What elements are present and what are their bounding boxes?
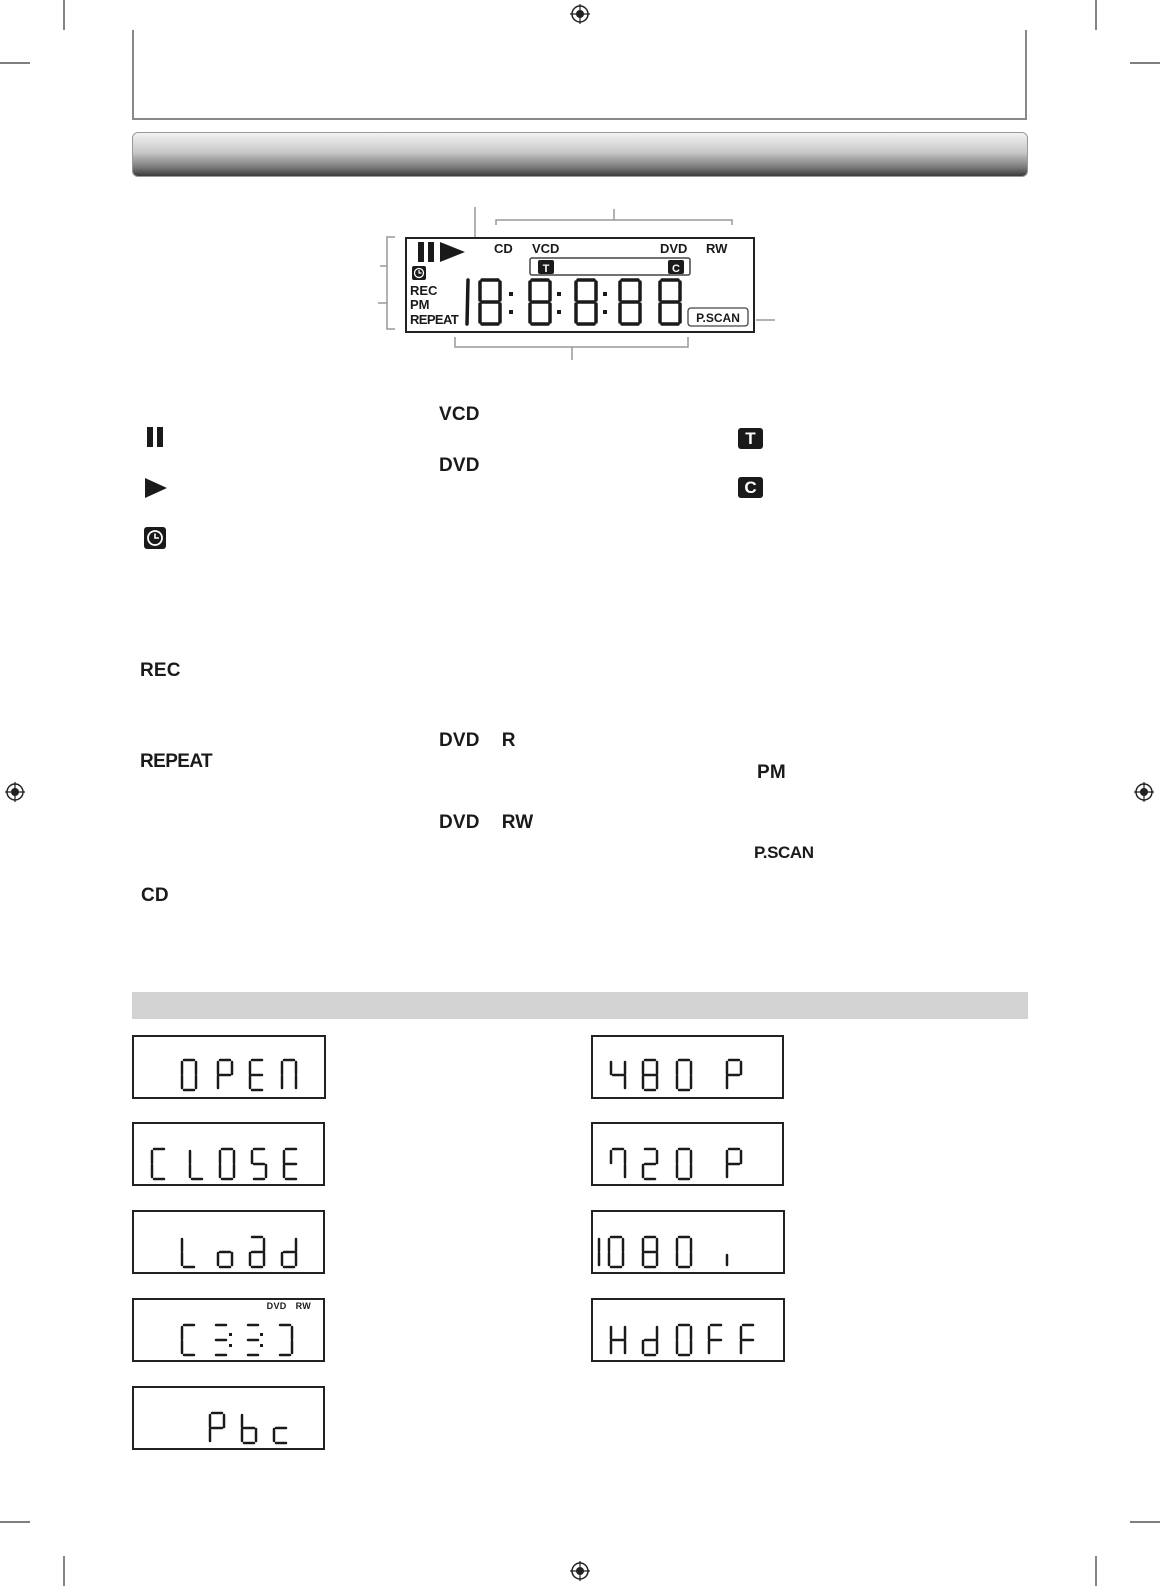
title-mark-icon: T bbox=[738, 428, 763, 449]
legend-dvd-rw: DVD RW bbox=[439, 812, 534, 833]
message-panel-open bbox=[132, 1035, 326, 1099]
svg-text:DVD: DVD bbox=[660, 241, 688, 256]
panel-disc-labels: DVD RW bbox=[266, 1301, 311, 1311]
message-panel-format bbox=[132, 1298, 325, 1362]
chapter-mark-icon: C bbox=[738, 477, 763, 498]
front-panel-display-diagram bbox=[370, 200, 790, 370]
registration-mark-top bbox=[570, 4, 590, 24]
close-segment-text bbox=[134, 1124, 324, 1184]
svg-text:C: C bbox=[672, 263, 680, 275]
480p-segment-text bbox=[593, 1037, 783, 1097]
message-panel-480p bbox=[591, 1035, 784, 1099]
open-segment-text bbox=[134, 1037, 324, 1097]
registration-mark-right bbox=[1134, 782, 1154, 802]
legend-dvd: DVD bbox=[439, 455, 480, 476]
svg-text:REPEAT: REPEAT bbox=[410, 312, 459, 327]
pbc-segment-text bbox=[134, 1388, 324, 1448]
svg-text:P.SCAN: P.SCAN bbox=[696, 311, 740, 325]
svg-text:CD: CD bbox=[494, 241, 513, 256]
svg-text:RW: RW bbox=[706, 241, 728, 256]
legend-repeat: REPEAT bbox=[140, 751, 213, 772]
messages-section-bar bbox=[132, 992, 1028, 1019]
message-panel-close bbox=[132, 1122, 325, 1186]
legend-cd: CD bbox=[141, 885, 169, 906]
legend-rec: REC bbox=[140, 660, 181, 681]
1080i-segment-text bbox=[593, 1212, 783, 1272]
720p-segment-text bbox=[593, 1124, 783, 1184]
legend-pscan: P.SCAN bbox=[754, 843, 814, 862]
svg-text:T: T bbox=[542, 263, 550, 275]
header-frame bbox=[132, 30, 1027, 120]
svg-text:PM: PM bbox=[410, 297, 430, 312]
message-panel-720p bbox=[591, 1122, 784, 1186]
registration-mark-bottom bbox=[570, 1561, 590, 1581]
load-segment-text bbox=[134, 1212, 324, 1272]
legend-pm: PM bbox=[757, 762, 786, 783]
legend-vcd: VCD bbox=[439, 404, 480, 425]
section-band bbox=[132, 132, 1028, 177]
svg-text:VCD: VCD bbox=[532, 241, 560, 256]
registration-mark-left bbox=[5, 782, 25, 802]
svg-text:REC: REC bbox=[410, 283, 438, 298]
pause-icon bbox=[418, 242, 424, 262]
message-panel-pbc bbox=[132, 1386, 325, 1450]
pause-icon bbox=[147, 427, 165, 449]
play-icon bbox=[145, 478, 169, 500]
message-panel-load bbox=[132, 1210, 325, 1274]
timer-icon bbox=[144, 527, 168, 551]
message-panel-hdoff bbox=[591, 1298, 785, 1362]
message-panel-1080i bbox=[591, 1210, 785, 1274]
legend-dvd-r: DVD R bbox=[439, 730, 516, 751]
hdoff-segment-text bbox=[593, 1300, 783, 1360]
